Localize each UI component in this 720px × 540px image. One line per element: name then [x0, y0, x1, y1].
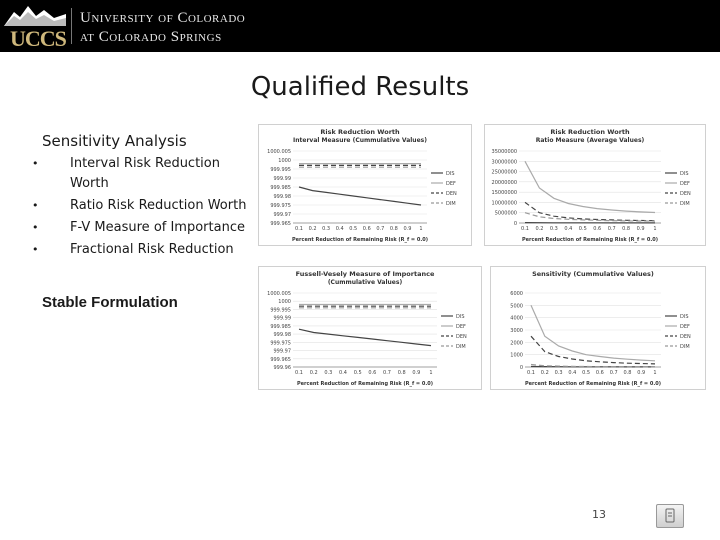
- chart-subtitle: Ratio Measure (Average Values): [535, 137, 645, 144]
- y-tick-label: 1000: [510, 352, 523, 359]
- bullet-icon: •: [32, 199, 39, 212]
- y-tick-label: 5000000: [494, 210, 517, 217]
- chart-ratio-rrw-svg: [485, 125, 705, 245]
- x-tick-label: 1: [653, 370, 657, 376]
- y-tick-label: 1000.005: [267, 149, 291, 155]
- legend-label: DEF: [456, 324, 466, 330]
- x-tick-label: 0.4: [564, 226, 573, 232]
- y-tick-label: 3000: [510, 328, 523, 334]
- x-tick-label: 0.1: [295, 226, 303, 232]
- chart-fv-importance: [258, 266, 482, 390]
- chart-title: Sensitivity (Cummulative Values): [532, 270, 654, 278]
- x-tick-label: 0.9: [636, 226, 645, 232]
- chart-sensitivity-svg: [491, 267, 705, 389]
- university-name: University of Colorado: [80, 10, 246, 26]
- y-tick-label: 999.98: [273, 332, 291, 339]
- slide-nav-button[interactable]: [656, 504, 684, 528]
- x-tick-label: 0.2: [535, 226, 544, 232]
- bullet-icon: •: [32, 221, 39, 234]
- legend-label: DEN: [680, 191, 691, 197]
- chart-title: Risk Reduction Worth: [320, 128, 400, 136]
- legend-label: DIS: [680, 171, 689, 177]
- page-number: 13: [592, 508, 606, 521]
- chart-ratio-rrw: [484, 124, 706, 246]
- legend-label: DIS: [456, 314, 465, 320]
- y-tick-label: 999.99: [273, 176, 291, 182]
- y-tick-label: 999.97: [273, 212, 291, 218]
- series-line-def: [525, 161, 655, 212]
- x-tick-label: 0.2: [308, 226, 317, 232]
- bullet-text: Ratio Risk Reduction Worth: [70, 198, 247, 213]
- y-tick-label: 999.965: [270, 356, 291, 363]
- y-tick-label: 999.995: [270, 307, 291, 314]
- y-tick-label: 5000: [510, 303, 523, 310]
- x-tick-label: 0.5: [349, 226, 358, 232]
- y-tick-label: 2000: [510, 340, 523, 347]
- y-tick-label: 999.985: [270, 323, 291, 330]
- chart-interval-rrw-svg: [259, 125, 471, 245]
- x-tick-label: 0.2: [309, 370, 318, 376]
- y-tick-label: 0: [513, 221, 517, 227]
- legend-label: DEF: [446, 181, 456, 187]
- legend-label: DIM: [680, 201, 690, 207]
- x-tick-label: 0.6: [362, 226, 371, 232]
- x-tick-label: 0.1: [521, 226, 529, 232]
- slide-nav-icon: [657, 505, 683, 527]
- x-tick-label: 0.6: [368, 370, 377, 376]
- x-tick-label: 0.9: [412, 370, 421, 376]
- x-axis-label: Percent Reduction of Remaining Risk (R_f = 0.0): [524, 381, 662, 387]
- uccs-logo: [4, 4, 66, 51]
- bullet-item: [32, 196, 257, 216]
- x-axis-label: Percent Reduction of Remaining Risk (R_f = 0.0): [521, 237, 659, 243]
- y-tick-label: 1000.005: [267, 291, 291, 297]
- x-tick-label: 0.4: [339, 370, 347, 376]
- y-tick-label: 999.96: [273, 365, 291, 371]
- logo-text: UCCS: [10, 26, 66, 51]
- bullet-list: [32, 154, 257, 262]
- x-tick-label: 0.3: [322, 226, 331, 232]
- y-tick-label: 35000000: [491, 149, 517, 155]
- x-tick-label: 0.8: [623, 370, 632, 376]
- x-tick-label: 0.9: [403, 226, 412, 232]
- y-tick-label: 1000: [278, 158, 291, 164]
- x-tick-label: 0.9: [637, 370, 646, 376]
- x-tick-label: 0.5: [353, 370, 362, 376]
- chart-subtitle: (Cummulative Values): [327, 279, 403, 286]
- sensitivity-heading: Sensitivity Analysis: [42, 132, 187, 150]
- legend-label: DIM: [456, 344, 466, 350]
- y-tick-label: 999.965: [270, 221, 291, 227]
- x-tick-label: 1: [653, 226, 657, 232]
- chart-subtitle: Interval Measure (Cummulative Values): [293, 137, 427, 144]
- x-tick-label: 0.4: [568, 370, 577, 376]
- y-tick-label: 999.97: [273, 348, 291, 355]
- legend-label: DIM: [680, 344, 690, 350]
- stable-formulation-label: Stable Formulation: [42, 294, 178, 311]
- chart-fv-importance-svg: [259, 267, 481, 389]
- legend-label: DIS: [446, 171, 455, 177]
- legend-label: DIS: [680, 314, 689, 320]
- y-tick-label: 20000000: [491, 179, 517, 186]
- x-tick-label: 0.8: [622, 226, 631, 232]
- bullet-text: Fractional Risk Reduction: [70, 242, 234, 257]
- x-tick-label: 0.6: [593, 226, 602, 232]
- bullet-item: [32, 240, 257, 260]
- x-tick-label: 0.5: [578, 226, 587, 232]
- x-tick-label: 0.7: [376, 226, 385, 232]
- x-tick-label: 0.8: [397, 370, 406, 376]
- legend-label: DEN: [456, 334, 467, 340]
- y-tick-label: 0: [519, 365, 523, 371]
- legend-label: DEF: [680, 324, 690, 330]
- chart-sensitivity: [490, 266, 706, 390]
- x-tick-label: 0.1: [527, 370, 535, 376]
- y-tick-label: 999.995: [270, 167, 291, 173]
- x-tick-label: 0.8: [389, 226, 398, 232]
- x-tick-label: 0.3: [549, 226, 558, 232]
- x-axis-label: Percent Reduction of Remaining Risk (R_f = 0.0): [291, 237, 429, 243]
- x-tick-label: 0.4: [335, 226, 344, 232]
- y-tick-label: 999.975: [270, 203, 291, 209]
- chart-title: Fussell-Vesely Measure of Importance: [295, 270, 435, 278]
- series-line-def: [531, 305, 655, 361]
- x-axis-label: Percent Reduction of Remaining Risk (R_f = 0.0): [296, 381, 434, 387]
- x-tick-label: 0.5: [582, 370, 591, 376]
- legend-label: DEN: [446, 191, 457, 197]
- chart-title: Risk Reduction Worth: [550, 128, 630, 136]
- header-divider: [71, 8, 72, 44]
- x-tick-label: 1: [429, 370, 433, 376]
- y-tick-label: 25000000: [491, 169, 517, 176]
- header-bar: [0, 0, 720, 52]
- x-tick-label: 0.1: [295, 370, 303, 376]
- x-tick-label: 0.3: [324, 370, 333, 376]
- bullet-text: F-V Measure of Importance: [70, 220, 245, 235]
- legend-label: DIM: [446, 201, 456, 207]
- bullet-item: [32, 218, 257, 238]
- bullet-item: [32, 154, 257, 194]
- x-tick-label: 0.3: [554, 370, 563, 376]
- bullet-icon: •: [32, 243, 39, 256]
- y-tick-label: 10000000: [491, 200, 517, 207]
- bullet-text: Interval Risk Reduction Worth: [70, 156, 220, 191]
- y-tick-label: 4000: [510, 315, 523, 322]
- y-tick-label: 999.975: [270, 340, 291, 347]
- y-tick-label: 30000000: [491, 159, 517, 166]
- x-tick-label: 0.7: [609, 370, 618, 376]
- mountain-icon: [4, 4, 66, 26]
- y-tick-label: 15000000: [491, 190, 517, 197]
- legend-label: DEN: [680, 334, 691, 340]
- x-tick-label: 0.2: [540, 370, 549, 376]
- x-tick-label: 0.6: [595, 370, 604, 376]
- campus-name: at Colorado Springs: [80, 29, 222, 45]
- slide-title-text: Qualified Results: [250, 72, 470, 102]
- x-tick-label: 1: [419, 226, 423, 232]
- y-tick-label: 999.98: [273, 194, 291, 200]
- x-tick-label: 0.7: [383, 370, 391, 376]
- slide-title: [0, 72, 720, 102]
- y-tick-label: 999.985: [270, 185, 291, 191]
- chart-interval-rrw: [258, 124, 472, 246]
- y-tick-label: 1000: [278, 299, 291, 306]
- y-tick-label: 999.99: [273, 315, 291, 322]
- series-line-dis: [299, 329, 431, 345]
- y-tick-label: 6000: [510, 291, 523, 297]
- bullet-icon: •: [32, 157, 39, 170]
- x-tick-label: 0.7: [607, 226, 616, 232]
- legend-label: DEF: [680, 181, 690, 187]
